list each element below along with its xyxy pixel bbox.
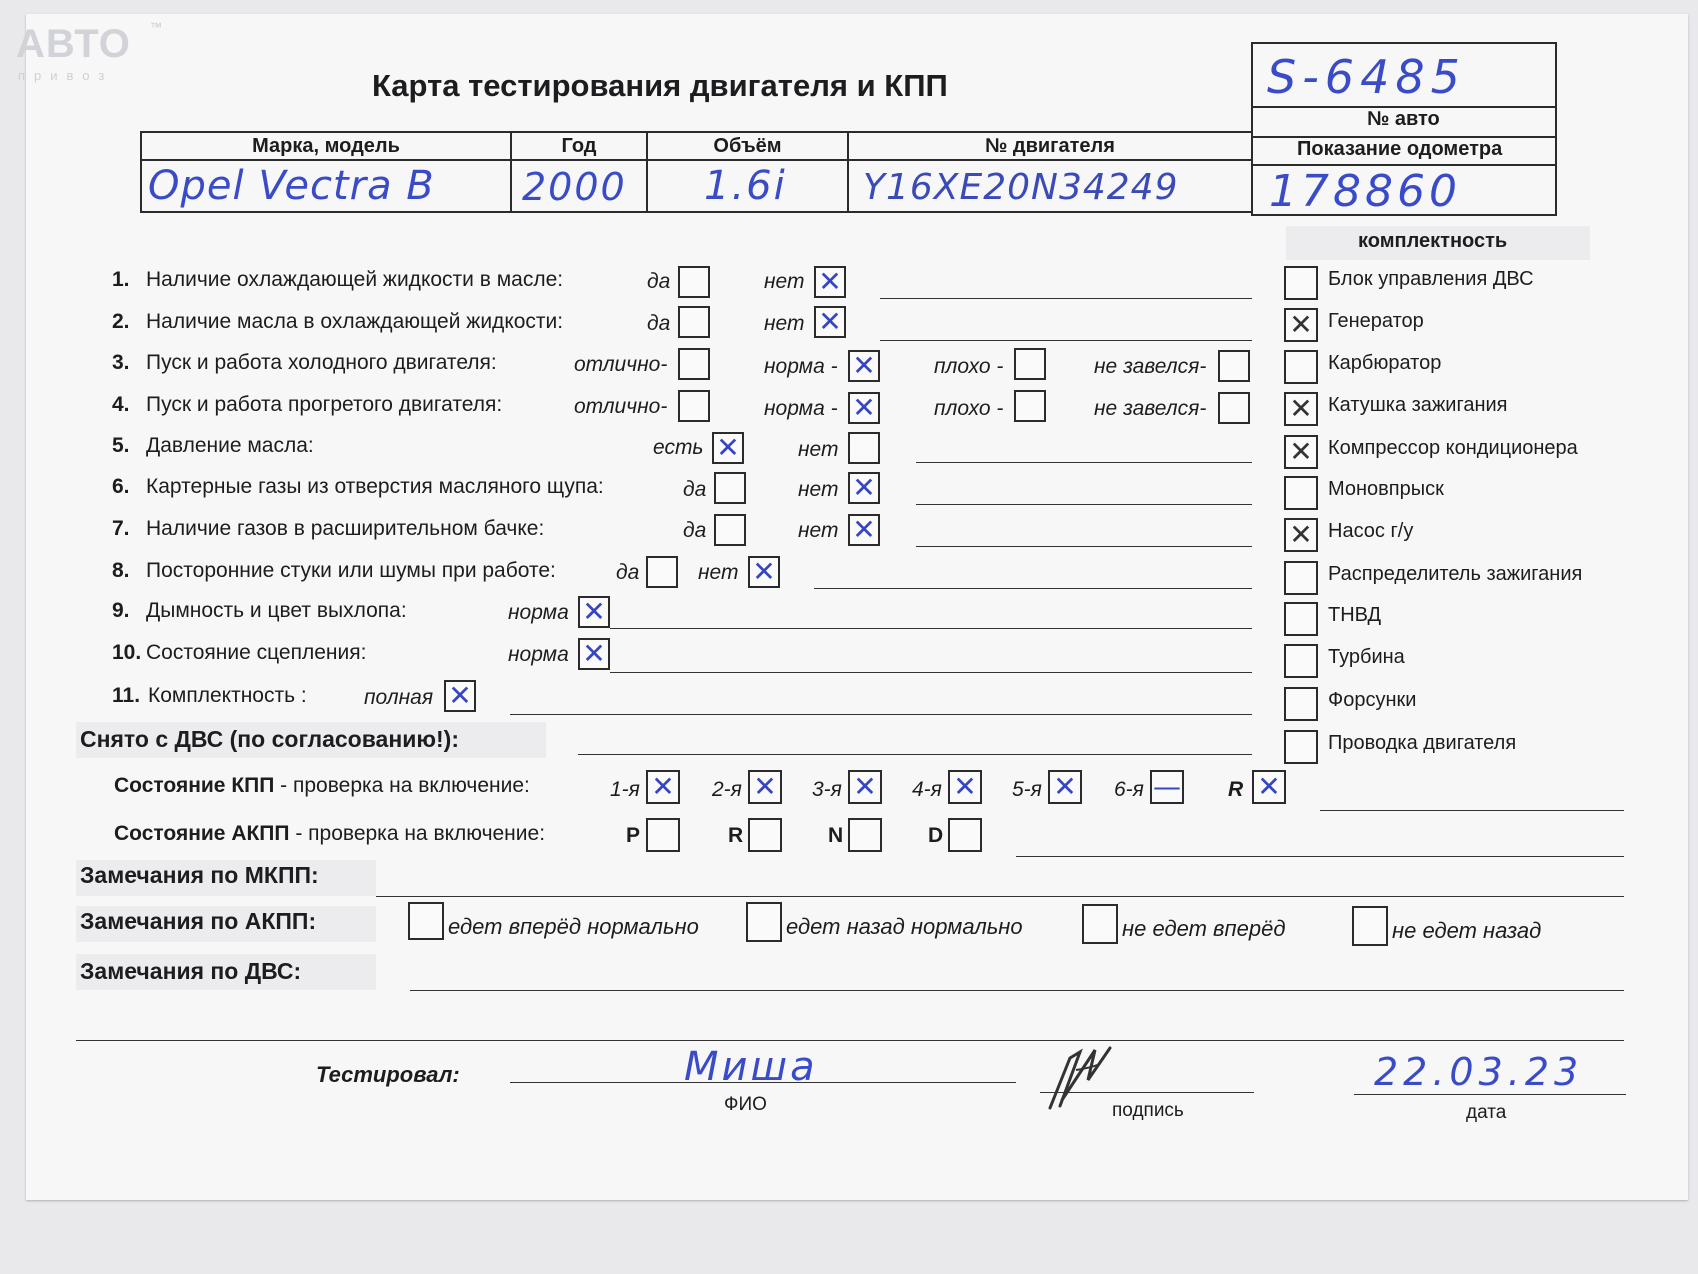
q5-num: 5.: [112, 434, 130, 457]
q7-opt-no: нет: [798, 519, 839, 542]
complete-item-label: Катушка зажигания: [1328, 394, 1508, 416]
complete-item-checkbox[interactable]: [1284, 308, 1318, 342]
auto-number-value: S-6485: [1267, 50, 1466, 104]
q1-yes-checkbox[interactable]: [678, 266, 710, 298]
akpp-back-ok-checkbox[interactable]: [746, 902, 782, 942]
check-mark: ✕: [853, 770, 877, 803]
q2-yes-checkbox[interactable]: [678, 306, 710, 338]
complete-item-checkbox[interactable]: [1284, 561, 1318, 595]
q11-num: 11.: [112, 684, 141, 707]
q9-text: Дымность и цвет выхлопа:: [146, 599, 407, 622]
complete-item-label: Карбюратор: [1328, 352, 1442, 374]
akpp-no-back-checkbox[interactable]: [1352, 906, 1388, 946]
gear-1-label: 1-я: [610, 778, 640, 801]
date-value: 22.03.23: [1374, 1050, 1584, 1094]
auto-number-label: № авто: [1367, 108, 1440, 130]
complete-item-label: Блок управления ДВС: [1328, 268, 1534, 290]
gear-5-checkbox[interactable]: [1048, 770, 1082, 804]
q10-num: 10.: [112, 641, 142, 664]
check-mark: ✕: [852, 471, 876, 504]
remarks-mkpp-line: [376, 896, 1624, 897]
akpp-forward-ok-label: едет вперёд нормально: [448, 914, 699, 939]
q7-note-line: [916, 546, 1252, 547]
q3-normal-checkbox[interactable]: [848, 350, 880, 382]
check-mark: ✕: [448, 679, 472, 712]
mode-p-checkbox[interactable]: [646, 818, 680, 852]
q4-opt-excellent: отлично-: [574, 395, 668, 418]
check-mark: ✕: [953, 770, 977, 803]
gear-r-label: R: [1228, 778, 1244, 801]
mode-r-checkbox[interactable]: [748, 818, 782, 852]
completeness-title: комплектность: [1358, 230, 1508, 252]
akpp-label-rest: - проверка на включение:: [289, 822, 546, 845]
dash-mark: —: [1153, 770, 1181, 803]
watermark-sub: привоз: [18, 68, 114, 83]
q3-opt-not-started: не завелся-: [1094, 355, 1207, 378]
kpp-note-line: [1320, 810, 1624, 811]
mode-p-label: P: [626, 824, 641, 847]
removed-note-line: [578, 754, 1252, 755]
q3-bad-checkbox[interactable]: [1014, 348, 1046, 380]
kpp-label-rest: - проверка на включение:: [274, 774, 530, 797]
mode-n-label: N: [828, 824, 844, 847]
q5-text: Давление масла:: [146, 434, 314, 457]
make-model-value: Opel Vectra B: [148, 163, 435, 209]
q7-no-checkbox[interactable]: [848, 514, 880, 546]
check-mark: ✕: [1289, 518, 1313, 551]
remarks-mkpp-label: Замечания по МКПП:: [80, 862, 319, 888]
page-title: Карта тестирования двигателя и КПП: [372, 68, 948, 103]
q9-note-line: [610, 628, 1252, 629]
q8-no-checkbox[interactable]: [748, 556, 780, 588]
year-value: 2000: [522, 165, 627, 209]
q1-num: 1.: [112, 268, 130, 291]
complete-item-checkbox[interactable]: [1284, 730, 1318, 764]
sign-label: подпись: [1112, 1100, 1184, 1121]
remarks-dvs-label: Замечания по ДВС:: [80, 958, 302, 984]
q11-note-line: [510, 714, 1252, 715]
signature-scribble: [1040, 1040, 1120, 1112]
mode-r-label: R: [728, 824, 744, 847]
q9-num: 9.: [112, 599, 130, 622]
q6-opt-yes: да: [683, 478, 707, 501]
remarks-dvs-line-2: [76, 1040, 1624, 1041]
q3-num: 3.: [112, 351, 130, 374]
q10-normal-checkbox[interactable]: [578, 638, 610, 670]
q10-text: Состояние сцепления:: [146, 641, 367, 664]
q7-opt-yes: да: [683, 519, 707, 542]
mode-n-checkbox[interactable]: [848, 818, 882, 852]
complete-item-checkbox[interactable]: [1284, 644, 1318, 678]
q2-note-line: [880, 340, 1252, 341]
check-mark: ✕: [1289, 392, 1313, 425]
akpp-note-line: [1016, 856, 1624, 857]
watermark-logo: [16, 20, 162, 83]
q2-num: 2.: [112, 310, 130, 333]
q8-opt-no: нет: [698, 561, 739, 584]
q2-no-checkbox[interactable]: [814, 306, 846, 338]
mode-d-checkbox[interactable]: [948, 818, 982, 852]
engine-number-value: Y16XE20N34249: [863, 167, 1179, 208]
signature: [1040, 1040, 1120, 1112]
gear-4-label: 4-я: [912, 778, 942, 801]
check-mark: ✕: [1289, 435, 1313, 468]
complete-item-checkbox[interactable]: [1284, 350, 1318, 384]
col-make-model: Марка, модель: [141, 132, 511, 160]
volume-value: 1.6i: [704, 163, 787, 209]
q1-no-checkbox[interactable]: [814, 266, 846, 298]
q6-num: 6.: [112, 475, 130, 498]
q4-text: Пуск и работа прогретого двигателя:: [146, 393, 503, 416]
gear-3-label: 3-я: [812, 778, 842, 801]
check-mark: ✕: [852, 513, 876, 546]
q8-note-line: [814, 588, 1252, 589]
col-year: Год: [511, 132, 647, 160]
complete-item-checkbox[interactable]: [1284, 602, 1318, 636]
q4-bad-checkbox[interactable]: [1014, 390, 1046, 422]
sign-line: [1040, 1092, 1254, 1093]
complete-item-label: Распределитель зажигания: [1328, 563, 1583, 585]
q1-note-line: [880, 298, 1252, 299]
watermark-tm: ™: [150, 20, 162, 34]
complete-item-checkbox[interactable]: [1284, 687, 1318, 721]
complete-item-checkbox[interactable]: [1284, 518, 1318, 552]
fio-label: ФИО: [724, 1094, 767, 1115]
q7-text: Наличие газов в расширительном бачке:: [146, 517, 545, 540]
akpp-no-back-label: не едет назад: [1392, 918, 1542, 943]
date-line: [1354, 1094, 1626, 1095]
complete-item-label: Компрессор кондиционера: [1328, 437, 1578, 459]
mode-d-label: D: [928, 824, 944, 847]
check-mark: ✕: [582, 637, 606, 670]
complete-item-label: ТНВД: [1328, 604, 1382, 626]
complete-item-label: Моновпрыск: [1328, 478, 1444, 500]
gear-4-checkbox[interactable]: [948, 770, 982, 804]
complete-item-checkbox[interactable]: [1284, 476, 1318, 510]
tested-label: Тестировал:: [316, 1062, 460, 1087]
q10-note-line: [610, 672, 1252, 673]
col-volume: Объём: [647, 132, 848, 160]
q6-yes-checkbox[interactable]: [714, 472, 746, 504]
akpp-back-ok-label: едет назад нормально: [786, 914, 1023, 939]
q2-text: Наличие масла в охлаждающей жидкости:: [146, 310, 564, 333]
check-mark: ✕: [852, 349, 876, 382]
q8-opt-yes: да: [616, 561, 640, 584]
remarks-akpp-label: Замечания по АКПП:: [80, 908, 317, 934]
check-mark: ✕: [752, 555, 776, 588]
q1-opt-yes: да: [647, 270, 671, 293]
q5-no-checkbox[interactable]: [848, 432, 880, 464]
q5-note-line: [916, 462, 1252, 463]
q5-yes-checkbox[interactable]: [712, 432, 744, 464]
kpp-label: [114, 774, 530, 798]
check-mark: ✕: [753, 770, 777, 803]
check-mark: ✕: [1289, 308, 1313, 341]
kpp-label-bold: Состояние КПП: [114, 774, 275, 797]
values-row: [141, 160, 1252, 212]
q8-yes-checkbox[interactable]: [646, 556, 678, 588]
q2-opt-no: нет: [764, 312, 805, 335]
q11-opt-full: полная: [364, 686, 434, 709]
akpp-no-forward-checkbox[interactable]: [1082, 904, 1118, 944]
akpp-label-bold: Состояние АКПП: [114, 822, 290, 845]
q4-opt-not-started: не завелся-: [1094, 397, 1207, 420]
date-label: дата: [1466, 1102, 1507, 1123]
gear-5-label: 5-я: [1012, 778, 1042, 801]
q1-text: Наличие охлаждающей жидкости в масле:: [146, 268, 564, 291]
q11-full-checkbox[interactable]: [444, 680, 476, 712]
complete-item-label: Форсунки: [1328, 689, 1417, 711]
complete-item-label: Генератор: [1328, 310, 1424, 332]
q10-opt-normal: норма: [508, 643, 569, 666]
q4-excellent-checkbox[interactable]: [678, 390, 710, 422]
q3-opt-excellent: отлично-: [574, 353, 668, 376]
q9-normal-checkbox[interactable]: [578, 596, 610, 628]
q6-text: Картерные газы из отверстия масляного щупа:: [146, 475, 604, 498]
complete-item-checkbox[interactable]: [1284, 392, 1318, 426]
q3-opt-normal: норма -: [764, 355, 838, 378]
q6-no-checkbox[interactable]: [848, 472, 880, 504]
q3-excellent-checkbox[interactable]: [678, 348, 710, 380]
q5-opt-yes: есть: [653, 436, 704, 459]
check-mark: ✕: [582, 595, 606, 628]
odometer-value: 178860: [1269, 166, 1461, 217]
check-mark: ✕: [852, 391, 876, 424]
gear-6-label: 6-я: [1114, 778, 1144, 801]
complete-item-checkbox[interactable]: [1284, 266, 1318, 300]
akpp-forward-ok-checkbox[interactable]: [408, 902, 444, 940]
q5-opt-no: нет: [798, 438, 839, 461]
akpp-no-forward-label: не едет вперёд: [1122, 916, 1286, 941]
gear-6-checkbox[interactable]: [1150, 770, 1184, 804]
header-row: [141, 132, 1252, 160]
odometer-label: Показание одометра: [1297, 138, 1503, 160]
gear-1-checkbox[interactable]: [646, 770, 680, 804]
q3-not-started-checkbox[interactable]: [1218, 350, 1250, 382]
gear-3-checkbox[interactable]: [848, 770, 882, 804]
gear-2-label: 2-я: [712, 778, 742, 801]
complete-item-label: Насос г/у: [1328, 520, 1414, 542]
watermark-brand: АВТО: [16, 22, 131, 66]
q1-opt-no: нет: [764, 270, 805, 293]
fio-value: Миша: [684, 1044, 818, 1090]
q2-opt-yes: да: [647, 312, 671, 335]
complete-item-label: Турбина: [1328, 646, 1405, 668]
q8-num: 8.: [112, 559, 130, 582]
check-mark: ✕: [1053, 770, 1077, 803]
q4-num: 4.: [112, 393, 130, 416]
q6-opt-no: нет: [798, 478, 839, 501]
removed-label: Снято с ДВС (по согласованию!):: [80, 726, 459, 752]
check-mark: ✕: [716, 431, 740, 464]
col-engine-number: № двигателя: [848, 132, 1252, 160]
q4-normal-checkbox[interactable]: [848, 392, 880, 424]
check-mark: ✕: [818, 265, 842, 298]
q7-yes-checkbox[interactable]: [714, 514, 746, 546]
q4-opt-normal: норма -: [764, 397, 838, 420]
q4-not-started-checkbox[interactable]: [1218, 392, 1250, 424]
check-mark: ✕: [1257, 770, 1281, 803]
q3-text: Пуск и работа холодного двигателя:: [146, 351, 497, 374]
complete-item-label: Проводка двигателя: [1328, 732, 1517, 754]
auto-number-box: [1251, 42, 1557, 216]
q4-opt-bad: плохо -: [934, 397, 1004, 420]
q11-text: Комплектность :: [148, 684, 307, 707]
akpp-label: [114, 822, 545, 846]
q6-note-line: [916, 504, 1252, 505]
check-mark: ✕: [651, 770, 675, 803]
q9-opt-normal: норма: [508, 601, 569, 624]
q3-opt-bad: плохо -: [934, 355, 1004, 378]
check-mark: ✕: [818, 305, 842, 338]
q7-num: 7.: [112, 517, 130, 540]
gear-r-checkbox[interactable]: [1252, 770, 1286, 804]
q8-text: Посторонние стуки или шумы при работе:: [146, 559, 556, 582]
gear-2-checkbox[interactable]: [748, 770, 782, 804]
vehicle-info-table: [140, 131, 1253, 213]
remarks-dvs-line: [410, 990, 1624, 991]
complete-item-checkbox[interactable]: [1284, 435, 1318, 469]
